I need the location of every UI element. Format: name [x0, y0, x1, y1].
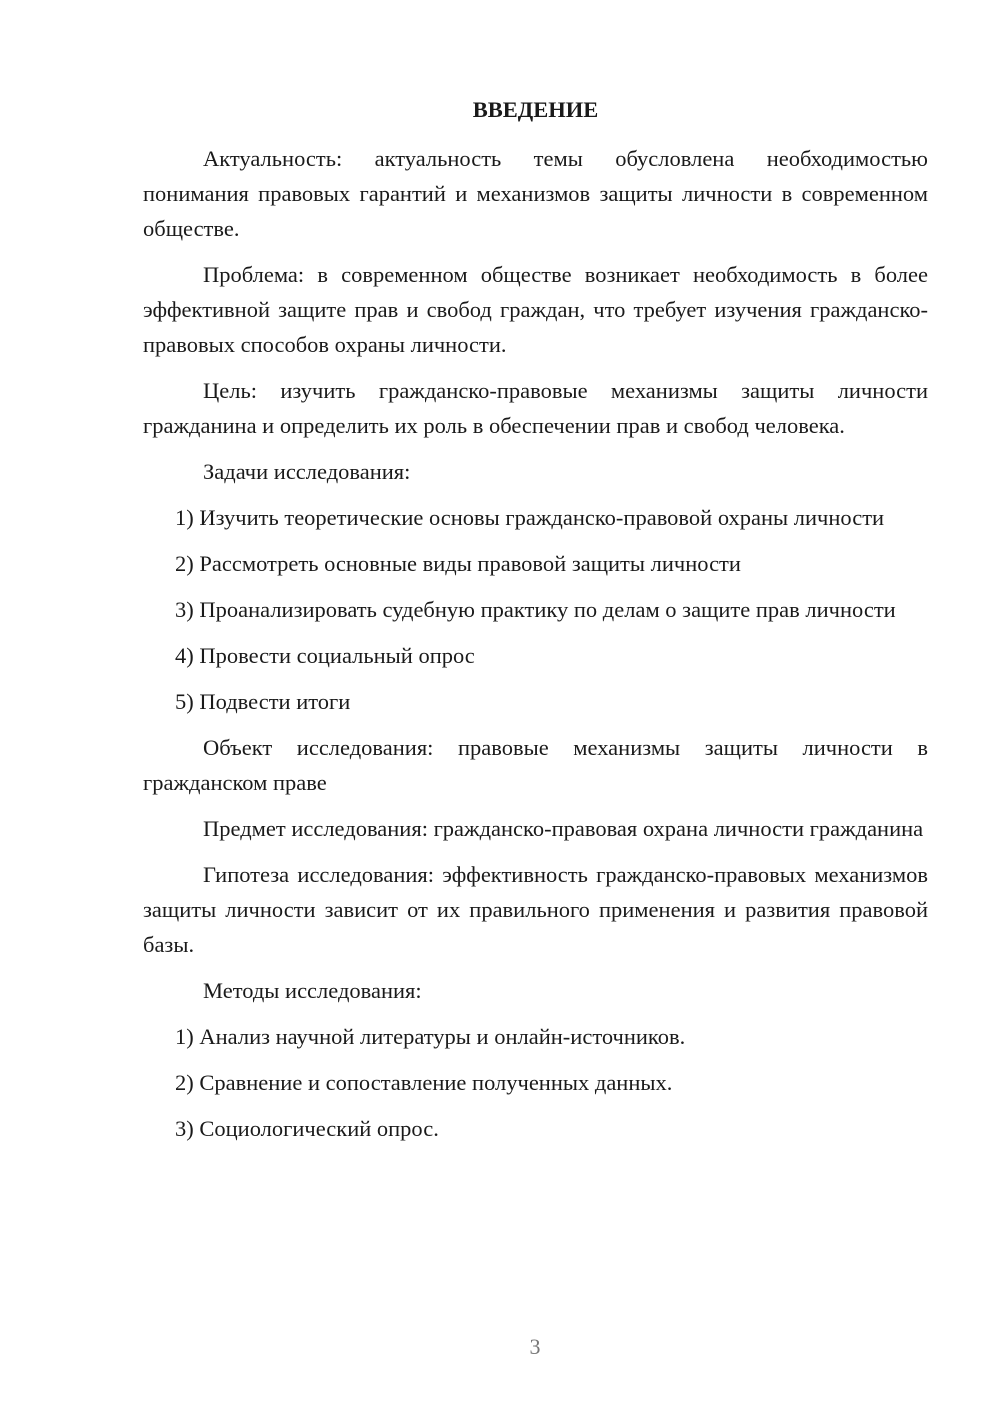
hypothesis-paragraph: Гипотеза исследования: эффективность гражданско-правовых механизмов защиты личности зависит от их правильного применения и развития правовой базы.	[143, 862, 928, 957]
goal-paragraph: Цель: изучить гражданско-правовые механизмы защиты личности гражданина и определить их роль в обеспечении прав и свобод человека.	[143, 378, 928, 438]
methods-heading: Методы исследования:	[203, 978, 422, 1003]
page-content	[143, 92, 928, 1157]
problem-paragraph: Проблема: в современном обществе возникает необходимость в более эффективной защите прав и свобод граждан, что требует изучения гражданско-правовых способов охраны личности.	[143, 262, 928, 357]
tasks-heading: Задачи исследования:	[203, 459, 411, 484]
section-title: ВВЕДЕНИЕ	[472, 97, 599, 122]
task-item: 3) Проанализировать судебную практику по делам о защите прав личности	[175, 597, 896, 622]
method-item: 3) Социологический опрос.	[175, 1116, 439, 1141]
relevance-paragraph: Актуальность: актуальность темы обусловлена необходимостью понимания правовых гарантий и механизмов защиты личности в современном обществе.	[143, 146, 928, 241]
subject-paragraph: Предмет исследования: гражданско-правовая охрана личности гражданина	[203, 816, 924, 841]
method-item: 1) Анализ научной литературы и онлайн-источников.	[175, 1024, 686, 1049]
task-item: 5) Подвести итоги	[175, 689, 351, 714]
object-paragraph: Объект исследования: правовые механизмы защиты личности в гражданском праве	[143, 735, 928, 795]
method-item: 2) Сравнение и сопоставление полученных данных.	[175, 1070, 673, 1095]
task-item: 1) Изучить теоретические основы гражданско-правовой охраны личности	[175, 505, 885, 530]
task-item: 2) Рассмотреть основные виды правовой защиты личности	[175, 551, 741, 576]
page-number: 3	[529, 1334, 541, 1359]
task-item: 4) Провести социальный опрос	[175, 643, 475, 668]
